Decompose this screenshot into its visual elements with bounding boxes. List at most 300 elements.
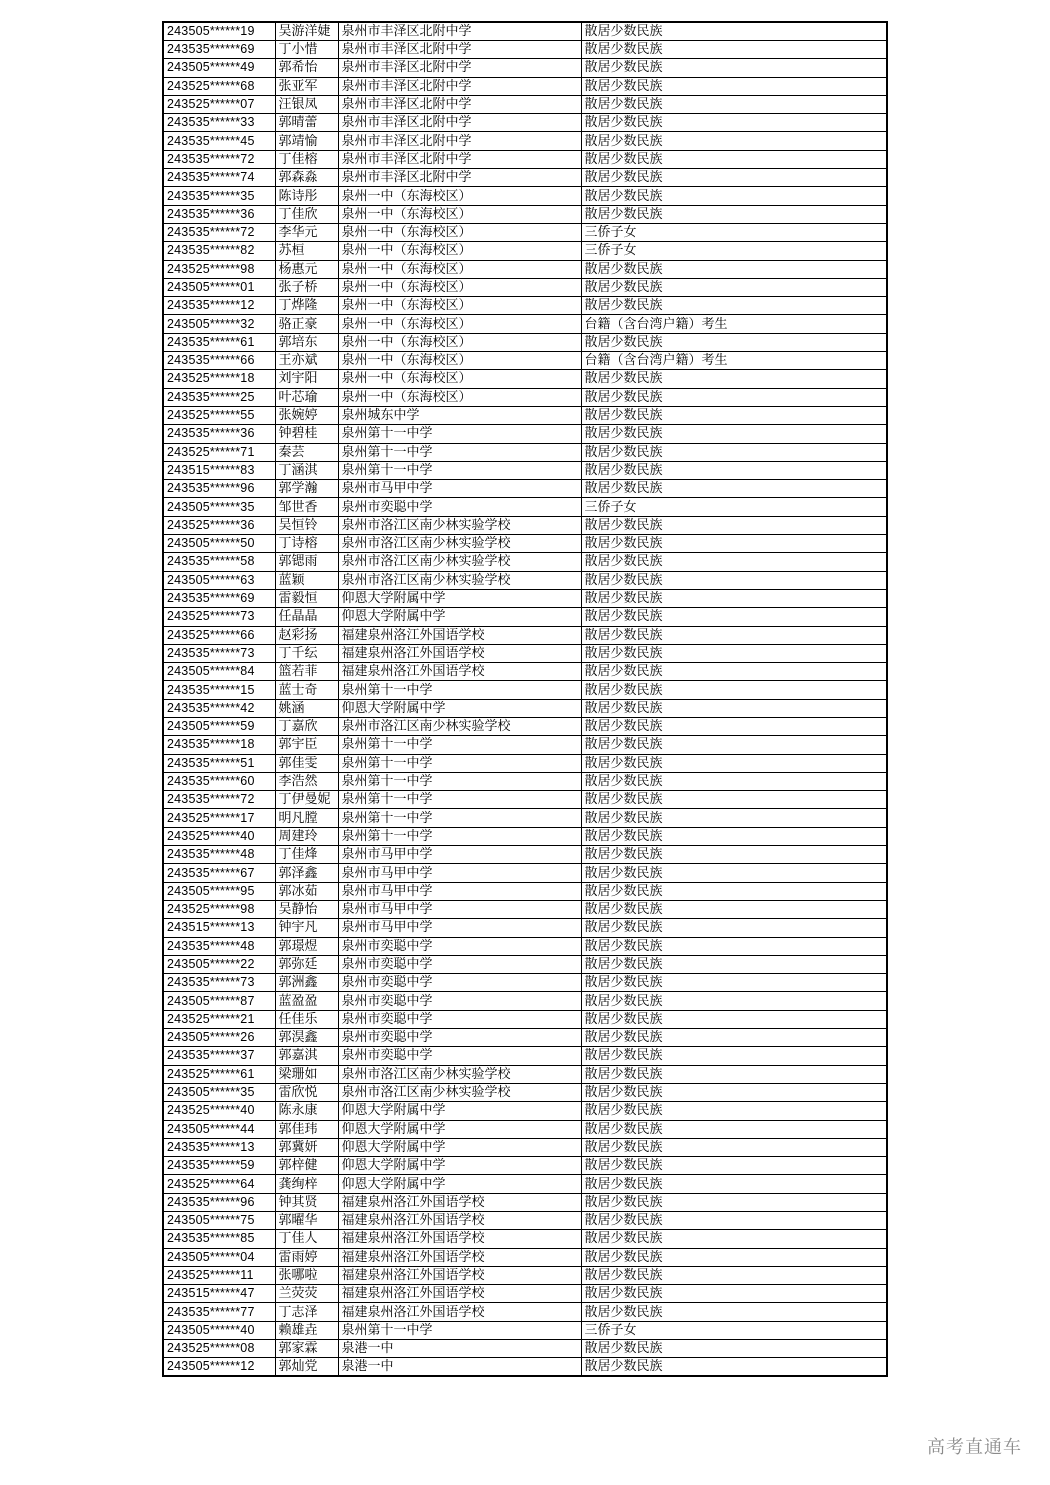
table-row: [163, 772, 887, 790]
table-row: [163, 553, 887, 571]
student-name-cell: 吴游洋婕: [275, 22, 338, 41]
table-row: [163, 370, 887, 388]
candidate-id-cell: 243525******64: [163, 1175, 275, 1193]
candidate-id-cell: 243535******69: [163, 589, 275, 607]
candidate-id-cell: 243535******96: [163, 1193, 275, 1211]
school-name-cell: 泉州市丰泽区北附中学: [338, 114, 581, 132]
category-cell: 三侨子女: [581, 1321, 887, 1339]
table-row: [163, 77, 887, 95]
category-cell: 散居少数民族: [581, 278, 887, 296]
school-name-cell: 泉州第十一中学: [338, 461, 581, 479]
candidate-id-cell: 243535******72: [163, 791, 275, 809]
student-name-cell: 丁嘉欣: [275, 717, 338, 735]
category-cell: 三侨子女: [581, 498, 887, 516]
table-row: [163, 717, 887, 735]
student-name-cell: 任晶晶: [275, 608, 338, 626]
table-row: [163, 242, 887, 260]
school-name-cell: 泉州市丰泽区北附中学: [338, 95, 581, 113]
candidate-id-cell: 243525******40: [163, 827, 275, 845]
table-row: [163, 1029, 887, 1047]
student-name-cell: 郭弥廷: [275, 955, 338, 973]
category-cell: 散居少数民族: [581, 1010, 887, 1028]
school-name-cell: 泉州市马甲中学: [338, 864, 581, 882]
student-name-cell: 郭靖愉: [275, 132, 338, 150]
candidate-id-cell: 243535******12: [163, 297, 275, 315]
table-row: [163, 95, 887, 113]
student-name-cell: 丁佳榕: [275, 150, 338, 168]
table-row: [163, 169, 887, 187]
table-row: [163, 22, 887, 41]
table-row: [163, 205, 887, 223]
school-name-cell: 泉州市奕聪中学: [338, 955, 581, 973]
table-row: [163, 1065, 887, 1083]
school-name-cell: 泉州市奕聪中学: [338, 1047, 581, 1065]
category-cell: 三侨子女: [581, 223, 887, 241]
candidate-id-cell: 243525******18: [163, 370, 275, 388]
school-name-cell: 泉州市奕聪中学: [338, 498, 581, 516]
student-name-cell: 郭希怡: [275, 59, 338, 77]
table-row: [163, 59, 887, 77]
candidate-id-cell: 243525******98: [163, 260, 275, 278]
candidate-id-cell: 243535******74: [163, 169, 275, 187]
category-cell: 散居少数民族: [581, 626, 887, 644]
candidate-id-cell: 243535******58: [163, 553, 275, 571]
category-cell: 散居少数民族: [581, 1230, 887, 1248]
student-name-cell: 吴恒铃: [275, 516, 338, 534]
table-row: [163, 1230, 887, 1248]
category-cell: 散居少数民族: [581, 1303, 887, 1321]
student-name-cell: 汪银凤: [275, 95, 338, 113]
school-name-cell: 泉州市丰泽区北附中学: [338, 41, 581, 59]
student-name-cell: 雷雨婷: [275, 1248, 338, 1266]
category-cell: 散居少数民族: [581, 516, 887, 534]
student-name-cell: 郭学瀚: [275, 480, 338, 498]
candidate-id-cell: 243535******15: [163, 681, 275, 699]
candidate-id-cell: 243525******08: [163, 1340, 275, 1358]
table-row: [163, 1157, 887, 1175]
table-row: [163, 425, 887, 443]
candidate-id-cell: 243525******07: [163, 95, 275, 113]
student-name-cell: 郭梓健: [275, 1157, 338, 1175]
school-name-cell: 泉州第十一中学: [338, 736, 581, 754]
student-name-cell: 张子桥: [275, 278, 338, 296]
category-cell: 散居少数民族: [581, 1083, 887, 1101]
candidate-id-cell: 243505******26: [163, 1029, 275, 1047]
candidate-id-cell: 243515******47: [163, 1285, 275, 1303]
student-name-cell: 叶芯瑜: [275, 388, 338, 406]
candidate-id-cell: 243505******44: [163, 1120, 275, 1138]
school-name-cell: 泉州城东中学: [338, 406, 581, 424]
school-name-cell: 泉州市马甲中学: [338, 882, 581, 900]
student-name-cell: 郭晴蕾: [275, 114, 338, 132]
table-row: [163, 864, 887, 882]
student-name-cell: 蓝盈盈: [275, 992, 338, 1010]
category-cell: 散居少数民族: [581, 150, 887, 168]
school-name-cell: 仰恩大学附属中学: [338, 589, 581, 607]
candidate-id-cell: 243525******66: [163, 626, 275, 644]
student-name-cell: 丁志泽: [275, 1303, 338, 1321]
school-name-cell: 泉州一中（东海校区）: [338, 370, 581, 388]
table-row: [163, 41, 887, 59]
table-row: [163, 1285, 887, 1303]
category-cell: 散居少数民族: [581, 297, 887, 315]
student-name-cell: 姚涵: [275, 699, 338, 717]
student-name-cell: 郭宇臣: [275, 736, 338, 754]
candidate-id-cell: 243505******01: [163, 278, 275, 296]
candidate-id-cell: 243525******55: [163, 406, 275, 424]
student-name-cell: 钟宇凡: [275, 919, 338, 937]
candidate-id-cell: 243535******77: [163, 1303, 275, 1321]
school-name-cell: 泉州市洛江区南少林实验学校: [338, 717, 581, 735]
candidate-id-cell: 243535******18: [163, 736, 275, 754]
candidate-id-cell: 243535******66: [163, 352, 275, 370]
table-row: [163, 1266, 887, 1284]
school-name-cell: 泉州第十一中学: [338, 791, 581, 809]
table-row: [163, 1303, 887, 1321]
category-cell: 散居少数民族: [581, 681, 887, 699]
school-name-cell: 泉州一中（东海校区）: [338, 205, 581, 223]
candidate-id-cell: 243535******36: [163, 425, 275, 443]
student-name-cell: 丁伊曼妮: [275, 791, 338, 809]
category-cell: 散居少数民族: [581, 443, 887, 461]
table-row: [163, 1047, 887, 1065]
student-name-cell: 郭淏鑫: [275, 1029, 338, 1047]
table-row: [163, 1358, 887, 1377]
category-cell: 散居少数民族: [581, 974, 887, 992]
student-name-cell: 郭曜华: [275, 1212, 338, 1230]
candidate-id-cell: 243525******71: [163, 443, 275, 461]
school-name-cell: 福建泉州洛江外国语学校: [338, 1285, 581, 1303]
table-row: [163, 699, 887, 717]
table-row: [163, 937, 887, 955]
table-row: [163, 1193, 887, 1211]
table-row: [163, 571, 887, 589]
table-row: [163, 900, 887, 918]
student-name-cell: 蓝颖: [275, 571, 338, 589]
student-name-cell: 吴静怡: [275, 900, 338, 918]
candidate-id-cell: 243535******48: [163, 937, 275, 955]
category-cell: 散居少数民族: [581, 1102, 887, 1120]
category-cell: 散居少数民族: [581, 1358, 887, 1377]
category-cell: 散居少数民族: [581, 864, 887, 882]
student-name-cell: 张婉婷: [275, 406, 338, 424]
school-name-cell: 泉州市丰泽区北附中学: [338, 22, 581, 41]
school-name-cell: 泉州第十一中学: [338, 1321, 581, 1339]
table-row: [163, 132, 887, 150]
category-cell: 散居少数民族: [581, 772, 887, 790]
candidate-id-cell: 243505******84: [163, 663, 275, 681]
student-name-cell: 明凡膛: [275, 809, 338, 827]
student-name-cell: 郭灿党: [275, 1358, 338, 1377]
table-row: [163, 260, 887, 278]
candidate-id-cell: 243525******61: [163, 1065, 275, 1083]
table-row: [163, 114, 887, 132]
category-cell: 散居少数民族: [581, 169, 887, 187]
category-cell: 散居少数民族: [581, 41, 887, 59]
candidate-id-cell: 243515******83: [163, 461, 275, 479]
school-name-cell: 福建泉州洛江外国语学校: [338, 626, 581, 644]
school-name-cell: 泉州市丰泽区北附中学: [338, 169, 581, 187]
table-row: [163, 1248, 887, 1266]
student-name-cell: 钟碧桂: [275, 425, 338, 443]
student-name-cell: 梁珊如: [275, 1065, 338, 1083]
school-name-cell: 泉州市丰泽区北附中学: [338, 77, 581, 95]
student-name-cell: 李浩然: [275, 772, 338, 790]
candidate-id-cell: 243535******73: [163, 644, 275, 662]
school-name-cell: 泉州市丰泽区北附中学: [338, 150, 581, 168]
school-name-cell: 泉州市马甲中学: [338, 919, 581, 937]
table-row: [163, 809, 887, 827]
school-name-cell: 泉州市马甲中学: [338, 846, 581, 864]
school-name-cell: 泉州一中（东海校区）: [338, 260, 581, 278]
table-row: [163, 187, 887, 205]
candidate-id-cell: 243535******61: [163, 333, 275, 351]
candidate-id-cell: 243505******63: [163, 571, 275, 589]
student-name-cell: 兰荧荧: [275, 1285, 338, 1303]
category-cell: 散居少数民族: [581, 955, 887, 973]
student-name-cell: 丁诗榕: [275, 535, 338, 553]
student-name-cell: 郭家霖: [275, 1340, 338, 1358]
school-name-cell: 泉州一中（东海校区）: [338, 315, 581, 333]
candidate-id-cell: 243525******73: [163, 608, 275, 626]
student-name-cell: 丁烨隆: [275, 297, 338, 315]
student-name-cell: 张哪啦: [275, 1266, 338, 1284]
table-row: [163, 644, 887, 662]
school-name-cell: 泉州一中（东海校区）: [338, 223, 581, 241]
student-name-cell: 丁千纭: [275, 644, 338, 662]
candidate-id-cell: 243535******85: [163, 1230, 275, 1248]
school-name-cell: 仰恩大学附属中学: [338, 1175, 581, 1193]
student-name-cell: 陈永康: [275, 1102, 338, 1120]
category-cell: 散居少数民族: [581, 1029, 887, 1047]
school-name-cell: 泉州市奕聪中学: [338, 974, 581, 992]
table-row: [163, 1321, 887, 1339]
table-row: [163, 1212, 887, 1230]
category-cell: 散居少数民族: [581, 406, 887, 424]
candidate-id-cell: 243505******04: [163, 1248, 275, 1266]
category-cell: 散居少数民族: [581, 1138, 887, 1156]
category-cell: 散居少数民族: [581, 1212, 887, 1230]
candidate-id-cell: 243535******37: [163, 1047, 275, 1065]
category-cell: 散居少数民族: [581, 388, 887, 406]
category-cell: 散居少数民族: [581, 882, 887, 900]
school-name-cell: 泉港一中: [338, 1340, 581, 1358]
category-cell: 散居少数民族: [581, 937, 887, 955]
table-row: [163, 1340, 887, 1358]
school-name-cell: 泉州市洛江区南少林实验学校: [338, 516, 581, 534]
candidate-id-cell: 243505******35: [163, 498, 275, 516]
table-row: [163, 498, 887, 516]
candidate-id-cell: 243525******68: [163, 77, 275, 95]
school-name-cell: 福建泉州洛江外国语学校: [338, 1266, 581, 1284]
candidate-id-cell: 243505******35: [163, 1083, 275, 1101]
student-name-cell: 郭嘉淇: [275, 1047, 338, 1065]
candidate-id-cell: 243535******72: [163, 223, 275, 241]
student-name-cell: 苏桓: [275, 242, 338, 260]
table-row: [163, 443, 887, 461]
school-name-cell: 仰恩大学附属中学: [338, 1138, 581, 1156]
school-name-cell: 泉港一中: [338, 1358, 581, 1377]
school-name-cell: 泉州市丰泽区北附中学: [338, 132, 581, 150]
table-row: [163, 352, 887, 370]
category-cell: 散居少数民族: [581, 791, 887, 809]
table-row: [163, 1083, 887, 1101]
school-name-cell: 泉州市洛江区南少林实验学校: [338, 1065, 581, 1083]
student-name-cell: 篮若菲: [275, 663, 338, 681]
candidate-id-cell: 243535******13: [163, 1138, 275, 1156]
school-name-cell: 泉州一中（东海校区）: [338, 388, 581, 406]
student-name-cell: 王亦斌: [275, 352, 338, 370]
student-name-cell: 蓝士奇: [275, 681, 338, 699]
school-name-cell: 泉州第十一中学: [338, 754, 581, 772]
school-name-cell: 泉州第十一中学: [338, 809, 581, 827]
candidate-id-cell: 243535******25: [163, 388, 275, 406]
school-name-cell: 仰恩大学附属中学: [338, 699, 581, 717]
category-cell: 散居少数民族: [581, 187, 887, 205]
category-cell: 散居少数民族: [581, 1175, 887, 1193]
roster-table-body: [163, 22, 887, 1376]
table-row: [163, 882, 887, 900]
student-name-cell: 雷毅恒: [275, 589, 338, 607]
candidate-id-cell: 243515******13: [163, 919, 275, 937]
category-cell: 散居少数民族: [581, 553, 887, 571]
student-name-cell: 陈诗彤: [275, 187, 338, 205]
student-name-cell: 郭培东: [275, 333, 338, 351]
student-name-cell: 骆正豪: [275, 315, 338, 333]
school-name-cell: 福建泉州洛江外国语学校: [338, 1248, 581, 1266]
table-row: [163, 388, 887, 406]
student-name-cell: 郭佳雯: [275, 754, 338, 772]
student-name-cell: 郭佳玮: [275, 1120, 338, 1138]
category-cell: 散居少数民族: [581, 1248, 887, 1266]
student-name-cell: 丁佳烽: [275, 846, 338, 864]
table-row: [163, 919, 887, 937]
category-cell: 散居少数民族: [581, 663, 887, 681]
candidate-id-cell: 243535******48: [163, 846, 275, 864]
school-name-cell: 泉州市洛江区南少林实验学校: [338, 553, 581, 571]
student-name-cell: 郭冀妍: [275, 1138, 338, 1156]
student-name-cell: 丁小惜: [275, 41, 338, 59]
candidate-id-cell: 243505******87: [163, 992, 275, 1010]
candidate-id-cell: 243525******40: [163, 1102, 275, 1120]
table-row: [163, 150, 887, 168]
school-name-cell: 福建泉州洛江外国语学校: [338, 663, 581, 681]
category-cell: 散居少数民族: [581, 77, 887, 95]
table-row: [163, 333, 887, 351]
student-name-cell: 杨惠元: [275, 260, 338, 278]
category-cell: 散居少数民族: [581, 22, 887, 41]
school-name-cell: 福建泉州洛江外国语学校: [338, 644, 581, 662]
table-row: [163, 846, 887, 864]
category-cell: 散居少数民族: [581, 699, 887, 717]
table-row: [163, 1010, 887, 1028]
category-cell: 散居少数民族: [581, 1266, 887, 1284]
student-name-cell: 李华元: [275, 223, 338, 241]
student-name-cell: 赖雄垚: [275, 1321, 338, 1339]
category-cell: 散居少数民族: [581, 333, 887, 351]
candidate-id-cell: 243505******32: [163, 315, 275, 333]
table-row: [163, 1102, 887, 1120]
student-name-cell: 郭泽鑫: [275, 864, 338, 882]
category-cell: 散居少数民族: [581, 132, 887, 150]
school-name-cell: 泉州第十一中学: [338, 827, 581, 845]
category-cell: 散居少数民族: [581, 608, 887, 626]
category-cell: 散居少数民族: [581, 589, 887, 607]
category-cell: 散居少数民族: [581, 461, 887, 479]
category-cell: 三侨子女: [581, 242, 887, 260]
category-cell: 散居少数民族: [581, 205, 887, 223]
category-cell: 散居少数民族: [581, 644, 887, 662]
student-name-cell: 郭森淼: [275, 169, 338, 187]
school-name-cell: 泉州市奕聪中学: [338, 1010, 581, 1028]
category-cell: 散居少数民族: [581, 1193, 887, 1211]
table-row: [163, 461, 887, 479]
watermark-text: 高考直通车: [927, 1437, 1022, 1458]
candidate-id-cell: 243525******17: [163, 809, 275, 827]
candidate-id-cell: 243505******49: [163, 59, 275, 77]
student-name-cell: 丁佳人: [275, 1230, 338, 1248]
student-name-cell: 秦芸: [275, 443, 338, 461]
candidate-id-cell: 243535******59: [163, 1157, 275, 1175]
school-name-cell: 福建泉州洛江外国语学校: [338, 1193, 581, 1211]
candidate-id-cell: 243525******11: [163, 1266, 275, 1284]
table-row: [163, 974, 887, 992]
school-name-cell: 仰恩大学附属中学: [338, 1157, 581, 1175]
table-row: [163, 278, 887, 296]
candidate-id-cell: 243505******40: [163, 1321, 275, 1339]
candidate-id-cell: 243535******67: [163, 864, 275, 882]
candidate-id-cell: 243505******59: [163, 717, 275, 735]
school-name-cell: 泉州市洛江区南少林实验学校: [338, 571, 581, 589]
category-cell: 散居少数民族: [581, 992, 887, 1010]
student-name-cell: 丁涵淇: [275, 461, 338, 479]
table-row: [163, 223, 887, 241]
school-name-cell: 泉州一中（东海校区）: [338, 297, 581, 315]
student-name-cell: 郭冰茹: [275, 882, 338, 900]
category-cell: 散居少数民族: [581, 736, 887, 754]
table-row: [163, 1175, 887, 1193]
category-cell: 散居少数民族: [581, 260, 887, 278]
student-name-cell: 周建玲: [275, 827, 338, 845]
candidate-id-cell: 243535******96: [163, 480, 275, 498]
candidate-id-cell: 243535******45: [163, 132, 275, 150]
student-name-cell: 丁佳欣: [275, 205, 338, 223]
candidate-id-cell: 243505******75: [163, 1212, 275, 1230]
candidate-id-cell: 243505******95: [163, 882, 275, 900]
candidate-id-cell: 243505******12: [163, 1358, 275, 1377]
category-cell: 散居少数民族: [581, 1120, 887, 1138]
candidate-id-cell: 243535******42: [163, 699, 275, 717]
student-name-cell: 郭锶雨: [275, 553, 338, 571]
table-row: [163, 608, 887, 626]
candidate-id-cell: 243535******72: [163, 150, 275, 168]
candidate-id-cell: 243505******22: [163, 955, 275, 973]
school-name-cell: 泉州一中（东海校区）: [338, 278, 581, 296]
category-cell: 台籍（含台湾户籍）考生: [581, 352, 887, 370]
school-name-cell: 福建泉州洛江外国语学校: [338, 1230, 581, 1248]
table-row: [163, 955, 887, 973]
category-cell: 散居少数民族: [581, 1047, 887, 1065]
school-name-cell: 泉州市马甲中学: [338, 900, 581, 918]
candidate-id-cell: 243525******36: [163, 516, 275, 534]
category-cell: 散居少数民族: [581, 425, 887, 443]
candidate-id-cell: 243535******35: [163, 187, 275, 205]
school-name-cell: 泉州市马甲中学: [338, 480, 581, 498]
candidate-id-cell: 243535******69: [163, 41, 275, 59]
table-row: [163, 406, 887, 424]
table-row: [163, 992, 887, 1010]
category-cell: 散居少数民族: [581, 1285, 887, 1303]
